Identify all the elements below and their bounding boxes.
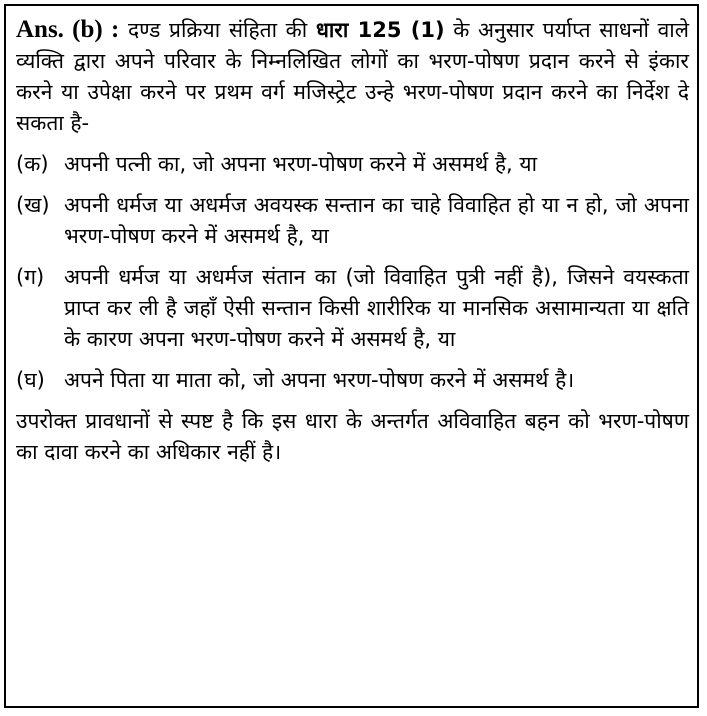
list-item [16,190,689,252]
intro-text-start: दण्ड प्रक्रिया संहिता की [127,18,308,42]
closing-paragraph: उपरोक्त प्रावधानों से स्पष्ट है कि इस धारा के अन्तर्गत अविवाहित बहन को भरण-पोषण का दावा करने का अधिकार नहीं है। [16,409,689,464]
item-text: अपनी धर्मज या अधर्मज अवयस्क सन्तान का चाहे विवाहित हो या न हो, जो अपना भरण-पोषण करने में असमर्थ है, या [64,193,689,248]
item-label: (ख) [16,193,50,217]
list-item [16,262,689,355]
list-item [16,149,689,180]
intro-text-end: के अनुसार पर्याप्त साधनों वाले व्यक्ति द्वारा अपने परिवार के निम्नलिखित लोगों का भरण-पोषण प्रदान करने से इंकार करने या उपेक्षा करने पर प्रथम वर्ग मजिस्ट्रेट उन्हे भरण-पोषण प्रदान करने का निर्देश दे सकता है- [16,18,689,135]
item-label: (क) [16,152,49,176]
item-text: अपनी धर्मज या अधर्मज संतान का (जो विवाहित पुत्री नहीं है), जिसने वयस्कता प्राप्त कर ली है जहाँ ऐसी सन्तान किसी शारीरिक या मानसिक असामान्यता या क्षति के कारण अपना भरण-पोषण करने में असमर्थ है, या [64,265,689,351]
list-item [16,365,689,396]
section-reference: धारा 125 (1) [315,18,445,42]
intro-paragraph [16,14,689,139]
item-text: अपनी पत्नी का, जो अपना भरण-पोषण करने में असमर्थ है, या [64,152,538,176]
item-label: (घ) [16,368,45,392]
answer-box [4,4,699,708]
answer-lead: Ans. (b) : [16,16,120,43]
item-text: अपने पिता या माता को, जो अपना भरण-पोषण करने में असमर्थ है। [64,368,575,392]
item-label: (ग) [16,265,45,289]
